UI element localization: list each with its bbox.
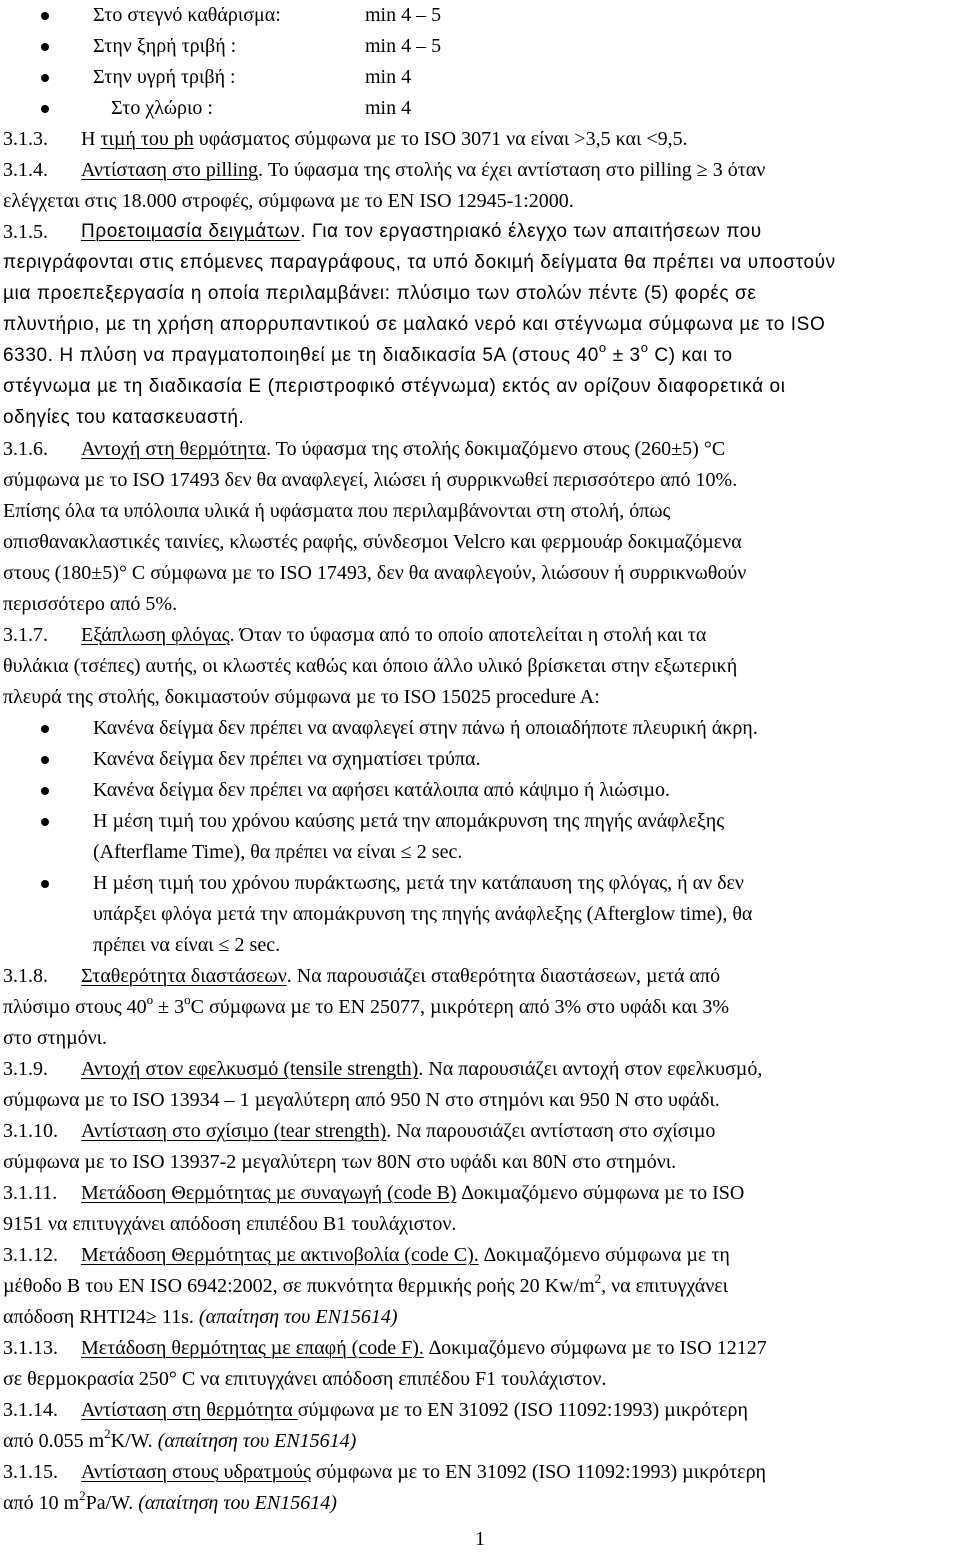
paragraph-line: οδηγίες του κατασκευαστή. xyxy=(3,407,245,428)
paragraph-line: περιγράφονται στις επόµενες παραγράφους, τα υπό δοκιµή δείγµατα θα πρέπει να υποστούν xyxy=(3,252,836,273)
section-3-1-4: 3.1.4. Αντίσταση στο pilling. Το ύφασµα της στολής να έχει αντίσταση στο pilling ≥ 3 όταν xyxy=(3,159,766,181)
list-item: Στην ξηρή τριβή : min 4 – 5 xyxy=(3,31,958,62)
bullet-icon xyxy=(41,744,49,764)
section-3-1-10: 3.1.10. Αντίσταση στο σχίσιµο (tear strength). Να παρουσιάζει αντίσταση στο σχίσιµο xyxy=(3,1120,716,1142)
section-3-1-13: 3.1.13. Μετάδοση θερµότητας µε επαφή (code F). ∆οκιµαζόµενο σύµφωνα µε το ISO 12127 xyxy=(3,1337,767,1359)
paragraph-line: 6330. Η πλύση να πραγµατοποιηθεί µε τη διαδικασία 5A (στους $40^o \pm 3^o$ C) και το xyxy=(3,340,733,366)
section-3-1-9: 3.1.9. Αντοχή στον εφελκυσµό (tensile strength). Να παρουσιάζει αντοχή στον εφελκυσµό, xyxy=(3,1058,763,1080)
section-title: Προετοιµασία δειγµάτων xyxy=(81,221,301,242)
section-title: Μετάδοση θερµότητας µε επαφή (code F). xyxy=(81,1337,424,1359)
section-3-1-6: 3.1.6. Αντοχή στη θερµότητα. Το ύφασµα της στολής δοκιµαζόµενο στους (260±5) °C xyxy=(3,438,726,460)
paragraph-line: από 0.055 $m^2K/W$. (απαίτηση του ΕΝ15614) xyxy=(3,1426,357,1452)
section-3-1-5: 3.1.5. Προετοιµασία δειγµάτων. Για τον εργαστηριακό έλεγχο των απαιτήσεων που xyxy=(3,221,762,243)
paragraph-line: στους (180±5)° C σύµφωνα µε το ISO 17493, δεν θα αναφλεγούν, λιώσουν ή συρρικνωθούν xyxy=(3,562,747,584)
page-number: 1 xyxy=(475,1528,485,1550)
paragraph-line: περισσότερο από 5%. xyxy=(3,593,178,615)
bullet-icon xyxy=(41,868,49,888)
paragraph-line: οπισθανακλαστικές ταινίες, κλωστές ραφής, σύνδεσµοι Velcro και φερµουάρ δοκιµαζόµενα xyxy=(3,531,742,553)
bullet-icon xyxy=(41,62,49,82)
section-3-1-11: 3.1.11. Μετάδοση Θερµότητας µε συναγωγή (code B) ∆οκιµαζόµενο σύµφωνα µε το ISO xyxy=(3,1182,745,1204)
bullet-icon xyxy=(41,31,49,51)
paragraph-line: από 10 $m^2Pa/W$. (απαίτηση του ΕΝ15614) xyxy=(3,1488,337,1514)
paragraph-line: 9151 να επιτυγχάνει απόδοση επιπέδου Β1 τουλάχιστον. xyxy=(3,1213,457,1235)
list-item-continuation: (Afterflame Time), θα πρέπει να είναι ≤ 2 sec. xyxy=(93,841,463,863)
section-title: Αντίσταση στους υδρατµούς xyxy=(81,1461,311,1483)
section-3-1-14: 3.1.14. Αντίσταση στη θερµότητα σύµφωνα µε το ΕΝ 31092 (ISO 11092:1993) µικρότερη xyxy=(3,1399,748,1421)
section-3-1-8: 3.1.8. Σταθερότητα διαστάσεων. Να παρουσιάζει σταθερότητα διαστάσεων, µετά από xyxy=(3,965,721,987)
paragraph-line: θυλάκια (τσέπες) αυτής, οι κλωστές καθώς και όποιο άλλο υλικό βρίσκεται στην εξωτερική xyxy=(3,655,738,677)
paragraph-line: σύµφωνα µε το ISO 17493 δεν θα αναφλεγεί, λιώσει ή συρρικνωθεί περισσότερο από 10%. xyxy=(3,469,738,491)
list-item: Στο στεγνό καθάρισμα: min 4 – 5 xyxy=(3,0,958,31)
paragraph-line: πλευρά της στολής, δοκιµαστούν σύµφωνα µε το ISO 15025 procedure A: xyxy=(3,686,600,708)
section-title: Μετάδοση Θερµότητας µε συναγωγή (code B) xyxy=(81,1182,457,1204)
section-title: Αντοχή στη θερµότητα xyxy=(81,438,267,460)
list-item: Κανένα δείγµα δεν πρέπει να αναφλεγεί στην πάνω ή οποιαδήποτε πλευρική άκρη. xyxy=(3,713,958,744)
list-item: Η µέση τιµή του χρόνου καύσης µετά την αποµάκρυνση της πηγής ανάφλεξης xyxy=(3,806,958,837)
section-title: Αντίσταση στο σχίσιµο (tear strength) xyxy=(81,1120,387,1142)
bullet-icon xyxy=(41,806,49,826)
list-item: Στην υγρή τριβή : min 4 xyxy=(3,62,958,93)
bullet-icon xyxy=(41,775,49,795)
paragraph-line: σε θερµοκρασία 250° C να επιτυγχάνει απόδοση επιπέδου F1 τουλάχιστον. xyxy=(3,1368,607,1390)
bullet-icon xyxy=(41,93,49,113)
list-item-continuation: πρέπει να είναι ≤ 2 sec. xyxy=(93,934,281,956)
list-item: Η µέση τιµή του χρόνου πυράκτωσης, µετά την κατάπαυση της φλόγας, ή αν δεν xyxy=(3,868,958,899)
paragraph-line: ελέγχεται στις 18.000 στροφές, σύµφωνα µε το EN ISO 12945-1:2000. xyxy=(3,190,574,212)
list-item: Κανένα δείγµα δεν πρέπει να σχηµατίσει τρύπα. xyxy=(3,744,958,775)
section-3-1-3: 3.1.3. Η τιµή του ph υφάσµατος σύµφωνα µε το ISO 3071 να είναι >3,5 και <9,5. xyxy=(3,128,688,150)
section-title: Αντίσταση στη θερµότητα xyxy=(81,1399,298,1421)
list-item: Κανένα δείγµα δεν πρέπει να αφήσει κατάλοιπα από κάψιµο ή λιώσιµο. xyxy=(3,775,958,806)
section-title: Μετάδοση Θερµότητας µε ακτινοβολία (code C). xyxy=(81,1244,479,1266)
section-3-1-7: 3.1.7. Εξάπλωση φλόγας. Όταν το ύφασµα από το οποίο αποτελείται η στολή και τα xyxy=(3,624,707,646)
paragraph-line: Επίσης όλα τα υπόλοιπα υλικά ή υφάσµατα που περιλαµβάνονται στη στολή, όπως xyxy=(3,500,671,522)
paragraph-line: στέγνωµα µε τη διαδικασία Ε (περιστροφικό στέγνωµα) εκτός αν ορίζουν διαφορετικά οι xyxy=(3,376,786,397)
section-title: τιµή του ph xyxy=(100,128,194,150)
paragraph-line: στο στηµόνι. xyxy=(3,1027,108,1049)
paragraph-line: σύµφωνα µε το ISO 13937-2 µεγαλύτερη των 80Ν στο υφάδι και 80Ν στο στηµόνι. xyxy=(3,1151,677,1173)
paragraph-line: πλύσιµο στους $40^o \pm 3^oC$ σύµφωνα µε το EN 25077, µικρότερη από 3% στο υφάδι και 3% xyxy=(3,992,730,1018)
paragraph-line: µια προεπεξεργασία η οποία περιλαµβάνει: πλύσιµο των στολών πέντε (5) φορές σε xyxy=(3,283,757,304)
section-title: Εξάπλωση φλόγας xyxy=(81,624,230,646)
bullet-icon xyxy=(41,0,49,20)
paragraph-line: πλυντήριο, µε τη χρήση απορρυπαντικού σε µαλακό νερό και στέγνωµα σύµφωνα µε το ISO xyxy=(3,314,826,335)
section-title: Αντίσταση στο pilling xyxy=(81,159,259,181)
list-item-continuation: υπάρξει φλόγα µετά την αποµάκρυνση της πηγής ανάφλεξης (Afterglow time), θα xyxy=(93,903,753,925)
paragraph-line: απόδοση RHTI24≥ 11s. (απαίτηση του ΕΝ15614) xyxy=(3,1306,398,1328)
section-title: Σταθερότητα διαστάσεων xyxy=(81,965,287,987)
bullet-icon xyxy=(41,713,49,733)
section-3-1-15: 3.1.15. Αντίσταση στους υδρατµούς σύµφωνα µε το ΕΝ 31092 (ISO 11092:1993) µικρότερη xyxy=(3,1461,767,1483)
section-title: Αντοχή στον εφελκυσµό (tensile strength) xyxy=(81,1058,419,1080)
paragraph-line: σύµφωνα µε το ISO 13934 – 1 µεγαλύτερη από 950 Ν στο στηµόνι και 950 Ν στο υφάδι. xyxy=(3,1089,720,1111)
paragraph-line: µέθοδο Β του ΕΝ ISO 6942:2002, σε πυκνότητα θερµικής ροής 20 $Kw/m^2$, να επιτυγχάνει xyxy=(3,1271,729,1297)
list-item: Στο χλώριο : min 4 xyxy=(3,93,958,124)
section-3-1-12: 3.1.12. Μετάδοση Θερµότητας µε ακτινοβολία (code C). ∆οκιµαζόµενο σύµφωνα µε τη xyxy=(3,1244,730,1266)
